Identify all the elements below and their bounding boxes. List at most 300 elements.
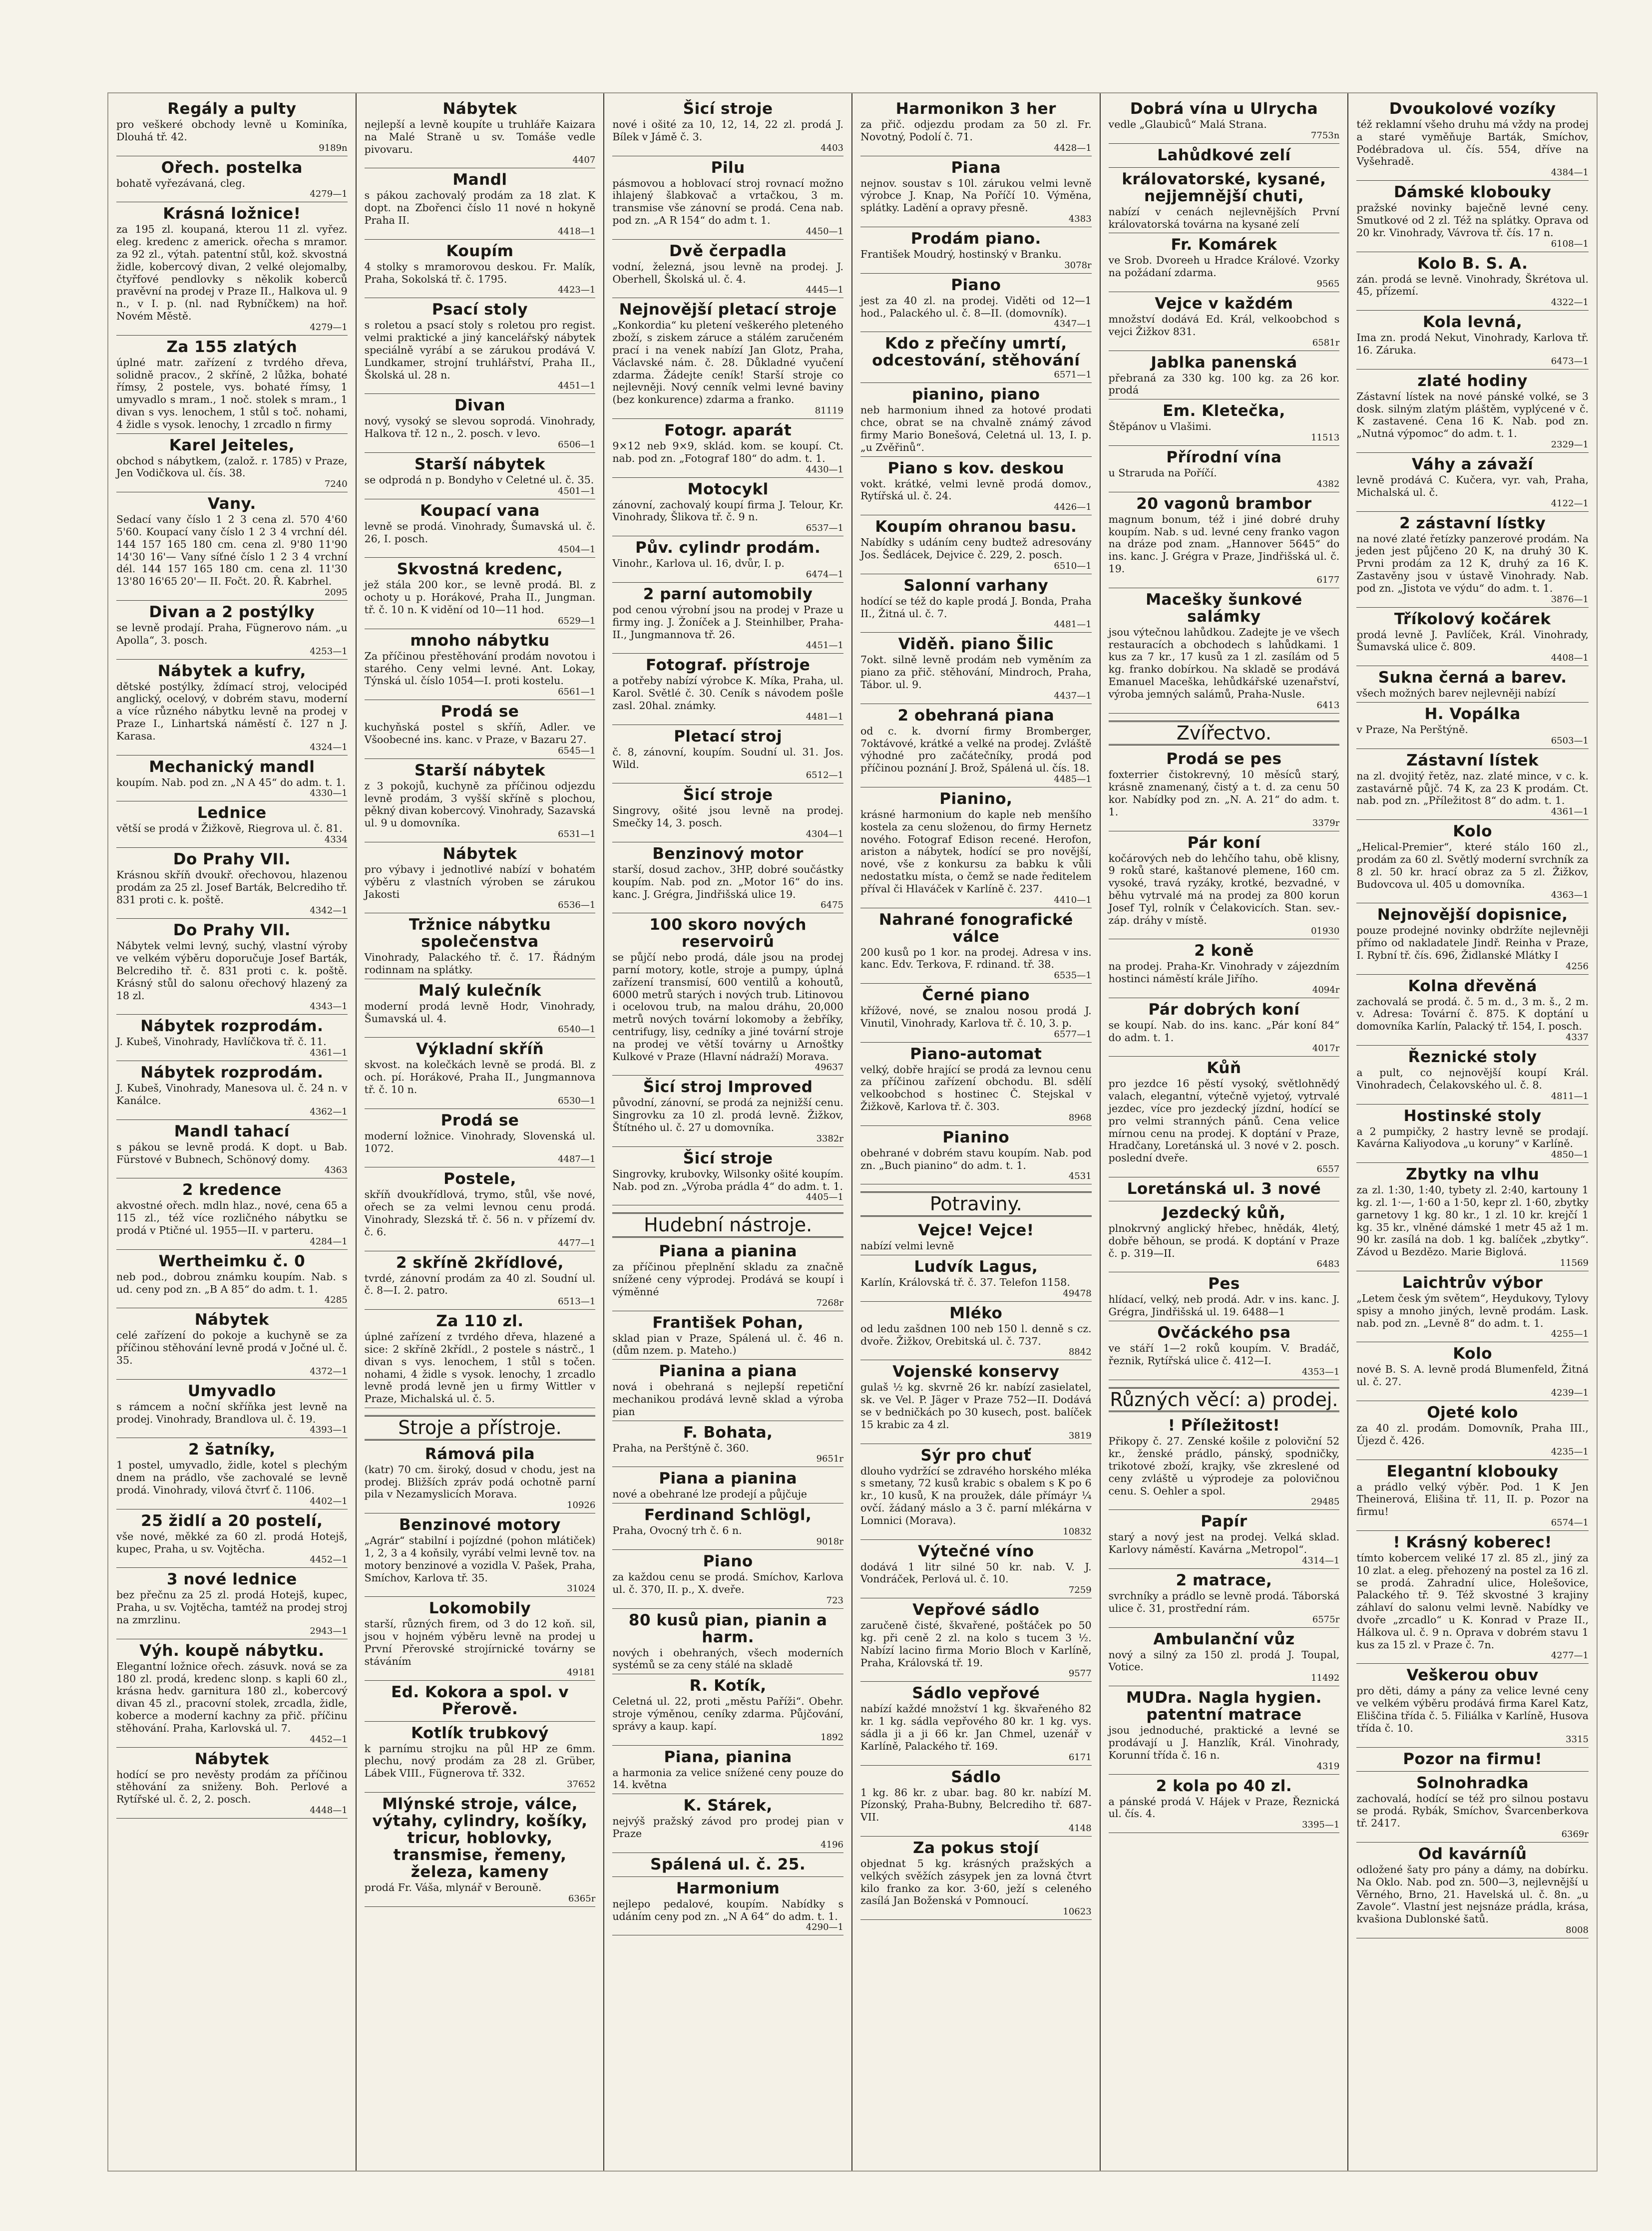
ad-text: přebraná za 330 kg. 100 kg. za 26 kor. prodá [1108, 372, 1340, 396]
ad-code: 9189n [319, 142, 348, 153]
ad-title: 2 kredence [182, 1181, 282, 1199]
ad-text: všech možných barev nejlevněji nabízí [1356, 687, 1556, 700]
ad-code: 6531—1 [558, 828, 596, 839]
classified-ad [612, 100, 843, 156]
classified-ad [1356, 1166, 1589, 1271]
ad-code: 10832 [1063, 1526, 1092, 1537]
classified-ad [1356, 515, 1589, 608]
ad-title: Macešky šunkové salámky [1146, 590, 1302, 626]
ad-text: „Agrár“ stabilní i pojízdné (pohon mlátiček) 1, 2, 3 a 4 koňsily, vyrábí velmi levně tov. na motory benzinové a vozidla V. Pašek, Praha, Smíchov, Karlova tř. 35. [364, 1534, 596, 1584]
classified-ad [1356, 1667, 1589, 1747]
classified-ad [860, 636, 1092, 704]
classified-ad [860, 100, 1092, 156]
ad-title: Dvě čerpadla [669, 242, 787, 260]
classified-ad [116, 804, 348, 848]
ad-code: 6574—1 [1551, 1517, 1589, 1528]
ad-title: Pletací stroj [674, 727, 783, 745]
ad-text: též reklamní všeho druhu má vždy na prodej a staré vyměňuje Barták, Smíchov, Podébradova ul. čís. 554, dříve na Vyšehradě. [1356, 118, 1589, 168]
classified-ad [860, 1543, 1092, 1599]
classified-ad [365, 916, 596, 979]
ad-text: č. 8, zánovní, koupím. Soudní ul. 31. Jos. Wild. [612, 745, 843, 770]
ad-text: moderní prodá levně Hodr, Vinohrady, Šumavská ul. 4. [364, 1000, 596, 1025]
ad-text: pouze prodejné novinky obdržíte nejlevněji přímo od nakladatele Jindř. Reinha v Praze, I. Rybní tř. čís. 696, Židlanské Mlátky I [1356, 924, 1589, 961]
ad-title: Šicí stroje [683, 786, 773, 804]
classified-ad [1109, 1180, 1340, 1201]
ad-code: 6530—1 [558, 1095, 596, 1106]
classified-ad [612, 539, 843, 583]
classified-ad [1109, 1689, 1340, 1774]
ad-title: Černé piano [922, 986, 1030, 1005]
classified-ad [116, 1441, 348, 1509]
ad-title: K. Stárek, [683, 1797, 773, 1815]
ad-title: Lednice [197, 804, 267, 822]
ad-text: nové i ošité za 10, 12, 14, 22 zl. prodá J. Bílek v Jámě č. 3. [612, 118, 843, 143]
ad-code: 4347—1 [1054, 319, 1092, 330]
ad-text: množství dodává Ed. Král, velkoobchod s vejci Žižkov 831. [1108, 313, 1340, 338]
classified-ad [1356, 1463, 1589, 1531]
ad-title: Jablka panenská [1151, 353, 1297, 372]
ad-title: Regály a pulty [167, 100, 297, 118]
classified-ad [612, 1880, 843, 1936]
classified-ad [116, 1571, 348, 1639]
ad-title: Šicí stroje [683, 1149, 773, 1167]
ad-code: 4450—1 [806, 226, 843, 237]
classified-ad [365, 397, 596, 453]
ad-text: jež stála 200 kor., se levně prodá. Bl. z ochoty u p. Horákové, Praha II., Jungman. tř. č. 10 n. K vidění od 10—11 hod. [364, 579, 596, 616]
classified-ad [860, 1447, 1092, 1540]
ad-code: 3379r [1312, 817, 1340, 828]
ad-code: 6536—1 [558, 900, 596, 911]
ad-title: H. Vopálka [1424, 705, 1521, 723]
classified-ad [860, 707, 1092, 787]
ad-title: Piano s kov. deskou [887, 459, 1064, 477]
ad-title: Dobrá vína u Ulrycha [1130, 100, 1318, 118]
ad-title: Pes [1208, 1275, 1240, 1293]
ad-text: pod cenou výrobní jsou na prodej v Praze u firmy ing. J. Žoníček a J. Steinhilber, Praha-II., Jungmannova tř. 26. [612, 603, 843, 641]
ad-code: 2095 [324, 587, 348, 598]
ad-text: z 3 pokojů, kuchyně za příčinou odjezdu levně prodám, 3 vyšší skříně s plochou, pěkný divan kobercový. Vinohrady, Sazavská ul. 9 u domovníka. [364, 779, 596, 829]
ad-code: 4334 [324, 834, 348, 845]
ad-code: 6108—1 [1551, 238, 1589, 249]
ad-title: Psací stoly [431, 301, 528, 319]
classified-ad [860, 277, 1092, 333]
classified-ad [365, 982, 596, 1038]
classified-ad [1109, 1778, 1340, 1834]
ad-code: 4337 [1566, 1032, 1589, 1043]
ad-code: 4501—1 [558, 485, 596, 496]
ad-title: Kolna dřevěná [1408, 977, 1537, 995]
ad-text: pásmovou a hoblovací stroj rovnací možno ihlajený šlabkovač a vrtačkou, 3 m. transmise vše zánovní se prodá. Cena nab. pod zn. „A R 154“ do adm t. 1. [612, 177, 843, 226]
ad-text: pro veškeré obchody levně u Kominíka, Dlouhá tř. 42. [116, 118, 348, 143]
ad-title: Papír [1201, 1512, 1247, 1531]
ad-text: pro jezdce 16 pěstí vysoký, světlohnědý valach, elegantní, výtečně vyjetoý, vytrvalé jezdec, více pro jezdecký jízdní, hodící se pro velmi stranných pánů. Cena velice mírnou cenu na prodej. K doptání v Praze, Hradčany, Loretánská ul. 3 nové v 2. posch. poslední dveře. [1108, 1078, 1340, 1164]
ad-code: 4361—1 [310, 1048, 348, 1059]
ad-code: 6535—1 [1054, 970, 1092, 981]
classified-ad [612, 422, 843, 478]
ad-text: „Helical-Premier“, které stálo 160 zl., prodám za 60 zl. Světlý moderní svrchník za 8 zl. 50 kr. hrací obraz za 5 zl. Žižkov, Budovcova ul. 405 u domovníka. [1356, 841, 1589, 890]
ad-title: Umyvadlo [187, 1382, 276, 1400]
ad-code: 4343—1 [310, 1001, 348, 1012]
classified-ad [860, 1685, 1092, 1765]
ad-code: 9577 [1068, 1668, 1092, 1679]
ad-title: Viděň. piano Šilic [898, 635, 1054, 654]
ad-text: bez přečnu za 25 zl. prodá Hotejš, kupec, Praha, u sv. Vojtěcha, tamtéž na prodej stroj na zmrzlinu. [116, 1589, 348, 1626]
ad-code: 4437—1 [1054, 690, 1092, 701]
ad-text: nový a silný za 150 zl. prodá J. Toupal, Votice. [1108, 1648, 1340, 1673]
ad-code: 10926 [567, 1500, 596, 1511]
ad-code: 4430—1 [806, 464, 843, 475]
ad-code: 4481—1 [1054, 619, 1092, 630]
ad-text: tvrdé, zánovní prodám za 40 zl. Soudní ul. č. 8—I. 2. patro. [364, 1272, 596, 1297]
ad-title: Laichtrův výbor [1402, 1274, 1543, 1292]
ad-code: 6474—1 [806, 569, 843, 580]
ad-code: 4122—1 [1551, 498, 1589, 509]
ad-title: Solnohradka [1416, 1774, 1529, 1792]
ad-text: za každou cenu se prodá. Smíchov, Karlova ul. č. 370, II. p., X. dveře. [612, 1571, 843, 1595]
ad-text: nejlepo pedalové, koupím. Nabídky s udáním ceny pod zn. „N A 64“ do adm. t. 1. [612, 1897, 843, 1922]
ad-text: svrchníky a prádlo se levně prodá. Táborská ulice č. 31, prostřední rám. [1108, 1590, 1340, 1614]
ad-title: Kolo [1453, 822, 1492, 841]
classified-ad [1109, 1513, 1340, 1569]
classified-ad [1356, 669, 1589, 703]
ad-title: 100 skoro nových reservoirů [649, 916, 807, 951]
ad-title: Piano [703, 1552, 753, 1571]
ad-code: 3315 [1566, 1734, 1589, 1745]
ad-text: Singrovy, ošité jsou levně na prodej. Smečky 14, 3. posch. [612, 804, 843, 829]
ad-text: nejnov. soustav s 10l. zárukou velmi levně výrobce J. Knap, Na Poříčí 10. Výměna, splátky. Ladění a opravy přesně. [860, 177, 1092, 214]
ad-title: Sádlo vepřové [912, 1684, 1040, 1703]
ad-text: původní, zánovní, se prodá za nejnižší cenu. Singrovku za 10 zl. prodá levně. Žižkov, Štítného ul. č. 27 u domovníka. [612, 1097, 843, 1134]
ad-title: Lahůdkové zelí [1157, 146, 1291, 164]
ad-text: nabízí velmi levně [860, 1240, 954, 1252]
classified-ad [1356, 1274, 1589, 1342]
ad-code: 4330—1 [310, 788, 348, 799]
ad-text: se půjčí nebo prodá, dále jsou na prodej parní motory, kotle, stroje a pumpy, úplná zařízení transmisí, 600 ventilů a kohoutů, 6000 metrů starých i nových trub. Litinovou i ocelovou trub, na malou dráhu, 20,000 metrů nových tovární lokomoby a žebříky, centrifugy, lisy, cedníky a jiné tovární stroje na prodej ve větší továrny u Arnoštky Kulkové v Praze (Hlavní nádraží) Morava. [612, 951, 843, 1063]
ad-title: Benzinové motory [399, 1516, 561, 1534]
classified-ad [1356, 1049, 1589, 1105]
ad-title: Pozor na firmu! [1403, 1750, 1542, 1768]
ad-text: levně prodává C. Kučera, vyr. vah, Praha, Michalská ul. č. [1356, 473, 1589, 498]
ad-code: 8968 [1068, 1112, 1092, 1123]
ad-text: s rámcem a noční skříňka jest levně na prodej. Vinohrady, Brandlova ul. č. 19. [116, 1400, 348, 1425]
ad-code: 2943—1 [310, 1625, 348, 1636]
ad-text: se odprodá n p. Bondyho v Celetné ul. č. 35. [364, 473, 594, 486]
classified-ad [365, 100, 596, 168]
ad-title: Prodám piano. [910, 229, 1041, 248]
ad-title: Starší nábytek [414, 761, 546, 779]
classified-ad [612, 728, 843, 784]
section-heading: Různých věcí: a) prodej. [1109, 1387, 1340, 1413]
classified-ad [1109, 1324, 1340, 1380]
ad-text: nové a obehrané lze prodejí a půjčuje [612, 1488, 808, 1500]
ad-title: Elegantní klobouky [1386, 1462, 1559, 1481]
ad-text: skvost. na kolečkách levně se prodá. Bl. z och. pí. Horákové, Praha II., Jungmannova tř. č. 10 n. [364, 1059, 596, 1096]
classified-ad [1109, 295, 1340, 351]
ad-code: 4384—1 [1551, 167, 1589, 178]
ad-text: J. Kubeš, Vinohrady, Manesova ul. č. 24 n. v Kanálce. [116, 1082, 348, 1107]
ad-title: Divan [454, 396, 506, 415]
ad-code: 4148 [1068, 1823, 1092, 1834]
ad-code: 11513 [1311, 432, 1340, 443]
classified-ad [1109, 942, 1340, 998]
ad-text: úplné zařízení z tvrdého dřeva, hlazené a sice: 2 skříně 2křídl., 2 postele s nástrč., 1 divan s vys. lenochem, 1 stůl s točen. nohami, 4 židle s vysok. lenochy, 1 zrcadlo levně prodá levně jen u firmy Wittler v Praze, Michalská ul. č. 5. [364, 1331, 596, 1405]
classified-ad [116, 758, 348, 802]
newspaper-page [107, 92, 1598, 2172]
ad-text: dodává 1 litr silné 50 kr. nab. V. J. Vondráček, Perlová ul. č. 10. [860, 1560, 1092, 1585]
ad-text: neb harmonium ihned za hotové prodati chce, obrat se na chvalně známý závod firmy Mario Bonešová, Celetná ul. 13, I. p. „u Zvěřinů“. [860, 404, 1092, 453]
ad-text: nejvýš pražský závod pro prodej pian v Praze [612, 1815, 843, 1840]
ad-text: velký, dobře hrající se prodá za levnou cenu za příčinou zařízení obchodu. Bl. sdělí velkoobchod s hostinec Č. Stejskal v Žižkově, Karlova tř. č. 303. [860, 1063, 1092, 1113]
ad-title: Mandl tahací [174, 1122, 290, 1140]
ad-text: jsou jednoduché, praktické a levné se prodávají u J. Hanzlík, Král. Vinohrady, Korunní třída č. 16 n. [1108, 1724, 1340, 1761]
ad-code: 4428—1 [1054, 142, 1092, 153]
classified-ad [860, 577, 1092, 633]
ad-text: na zl. dvojitý řetěz, naz. zlaté mince, v c. k. zastavárně půjč. 74 K, za 23 K prodám. Ct. nab. pod zn. „Příležitost 8“ do adm. t. 1. [1356, 769, 1589, 807]
ad-title: Piana a pianina [659, 1242, 797, 1261]
classified-ad [365, 1600, 596, 1680]
ad-title: Fotogr. aparát [664, 421, 792, 439]
ad-text: za přič. odjezdu prodam za 50 zl. Fr. Novotný, Podolí č. 71. [860, 118, 1092, 143]
ad-title: Koupím [446, 242, 514, 260]
classified-ad [116, 1751, 348, 1819]
ad-text: „Letem česk ým světem“, Heydukovy, Tylovy spisy a mnoho jiných, levně prodám. Lask. nab. pod zn. „Levně 8“ do adm. t. 1. [1356, 1292, 1589, 1329]
ad-text: na prodej. Praha-Kr. Vinohrady v zájezdním hostinci náměstí krále Jiřího. [1108, 960, 1340, 985]
classified-ad [612, 1553, 843, 1609]
ad-title: Kola levná, [1423, 313, 1523, 332]
ad-code: 4279—1 [310, 189, 348, 200]
classified-ad [1109, 449, 1340, 492]
classified-ad [1109, 1275, 1340, 1321]
ad-text: Vinohr., Karlova ul. 16, dvůr, I. p. [612, 557, 785, 570]
ad-title: 3 nové lednice [166, 1570, 297, 1589]
classified-ad [1356, 184, 1589, 252]
ad-code: 49637 [815, 1062, 843, 1073]
ad-title: Vojenské konservy [892, 1363, 1060, 1381]
ad-code: 4094r [1312, 984, 1340, 995]
ad-code: 4284—1 [310, 1236, 348, 1247]
ad-code: 4487—1 [558, 1154, 596, 1165]
ad-code: 4363—1 [1551, 890, 1589, 901]
ad-text: jest za 40 zl. na prodej. Viděti od 12—1 hod., Palackého ul. č. 8—II. (domovník). [860, 294, 1092, 319]
classified-ad [612, 845, 843, 913]
ad-title: Rámová pila [424, 1445, 535, 1463]
ad-code: 4402—1 [310, 1495, 348, 1506]
classified-ad [860, 386, 1092, 456]
ad-code: 4322—1 [1551, 297, 1589, 308]
ad-title: Salonní varhany [903, 576, 1049, 595]
ad-title: Nábytek rozprodám. [140, 1064, 324, 1082]
ad-text: gulaš ½ kg. skvrně 26 kr. nabízí zasielatel, sk. ve Vel. P. Jäger v Praze 752—II. Dodává se v bedničkách po 30 kusech, post. balíček 15 krabic za 4 zl. [860, 1381, 1092, 1431]
ad-code: 9565 [1316, 278, 1340, 289]
ad-text: ve Srob. Dvoreeh u Hradce Králové. Vzorky na požádaní zdarma. [1108, 254, 1340, 279]
ad-text: (katr) 70 cm. široký, dosud v chodu, jest na prodej. Bližších zpráv podá ochotně parní pila v Nezamyslicích Morava. [364, 1463, 596, 1500]
ad-title: Wertheimku č. 0 [158, 1252, 306, 1270]
classified-columns [108, 93, 1597, 2171]
ad-text: za 195 zl. koupaná, kterou 11 zl. vyřez. eleg. kredenc z americk. ořecha s mramor. za 92 zl., výtah. patentní stůl, kož. skvostná židle, kobercový divan, 2 velké olejomalby, čtyřfové pendlovky s několik koberců pravěvní na prodej v Praze II., Halkova ul. 9 n., v I. p. (nl. nad Rybníčkem) na hoř. Novém Městě. [116, 223, 348, 322]
ad-title: 2 skříně 2křídlové, [396, 1253, 564, 1272]
classified-ad [365, 171, 596, 239]
ad-title: Postele, [443, 1170, 516, 1188]
classified-ad [612, 1243, 843, 1311]
ad-text: Ima zn. prodá Nekut, Vinohrady, Karlova tř. 16. Záruka. [1356, 332, 1589, 356]
classified-ad [612, 916, 843, 1076]
ad-text: vodní, železná, jsou levně na prodej. J. Oberhell, Školská ul. č. 4. [612, 260, 843, 285]
ad-code: 01930 [1311, 926, 1340, 937]
classified-ad [365, 1516, 596, 1597]
ad-title: Šicí stroj Improved [643, 1078, 813, 1097]
ad-code: 6171 [1068, 1752, 1092, 1763]
classified-ad [612, 301, 843, 419]
classified-ad [1356, 1534, 1589, 1664]
ad-text: bohatě vyřezávaná, cleg. [116, 177, 245, 189]
classified-ad [1109, 236, 1340, 292]
classified-ad [1356, 456, 1589, 512]
ad-title: 25 židlí a 20 postelí, [141, 1511, 323, 1530]
ad-code: 4452—1 [310, 1554, 348, 1565]
ad-code: 6483 [1316, 1259, 1340, 1270]
ad-title: Nejnovější pletací stroje [619, 301, 837, 319]
ad-title: královatorské, kysané, nejjemnější chuti, [1122, 170, 1326, 205]
ad-title: Kotlík trubkový [411, 1724, 549, 1742]
ad-text: za příčinou přeplnění skladu za značně snížené ceny výprodej. Prodává se koupí i výměnné [612, 1261, 843, 1298]
classified-ad [1356, 906, 1589, 974]
classified-ad [1109, 834, 1340, 940]
ad-title: Malý kulečník [418, 981, 541, 1000]
ad-title: Mléko [949, 1304, 1003, 1322]
ad-text: s roletou a psací stoly s roletou pro regist. velmi praktické a jiný kancelářský nábytek speciálně vyrábí a se zárukou prodává V. Lundkamer, strojní truhlářství, Praha II., Školská ul. 28 n. [364, 319, 596, 381]
ad-code: 6365r [568, 1893, 596, 1904]
ad-title: Veškerou obuv [1406, 1666, 1539, 1685]
ad-code: 7268r [816, 1297, 843, 1308]
ad-text: nabízí každé množství 1 kg. škvařeného 82 kr. 1 kg. sádla vepřového 80 kr. 1 kg. vys. sádla ji a ji 66 kr. Jan Chmel, uzenář v Karlíně, Palackého tř. 169. [860, 1703, 1092, 1752]
classified-ad [612, 657, 843, 725]
ad-code: 4382 [1316, 478, 1340, 489]
ad-code: 4285 [324, 1295, 348, 1306]
ad-title: 2 kola po 40 zl. [1156, 1777, 1292, 1795]
ad-title: Za 155 zlatých [166, 338, 298, 356]
classified-ad [116, 100, 348, 156]
ad-title: 2 parní automobily [643, 585, 813, 603]
ad-code: 6413 [1316, 700, 1340, 711]
ad-title: Do Prahy VII. [173, 850, 291, 869]
ad-title: Zástavní lístek [1406, 751, 1539, 769]
ad-text: skříň dvoukřídlová, trymo, stůl, vše nové, ořech se za velmi levnou cenu prodá. Vinohrady, Slezská tř. č. 56 n. v přízemí dv. č. 6. [364, 1188, 596, 1238]
ad-text: „Konkordia“ ku pletení veškerého pleteného zboží, s ziskem záruce a stálém zaručeném prací i na venek nabízí Jan Glotz, Praha, Václavské nám. č. 28. Důkladné vyučení zdarma. Žádejte ceník! Starší stroje co nejlevněji. Nový cenník velmi levné baviny (bez konkurence) zdarma a franko. [612, 319, 843, 406]
ad-text: 200 kusů po 1 kor. na prodej. Adresa v ins. kanc. Edv. Terkova, F. rdinand. tř. 38. [860, 946, 1092, 971]
ad-text: Praha, na Perštýně č. 360. [612, 1442, 749, 1454]
ad-title: Prodá se [440, 1111, 519, 1129]
ad-title: Sádlo [951, 1768, 1001, 1786]
ad-code: 4485—1 [1054, 773, 1092, 784]
ad-title: Sukna černá a barev. [1378, 669, 1567, 687]
ad-code: 6581r [1312, 337, 1340, 348]
ad-text: prodá Fr. Váša, mlynář v Berouně. [364, 1881, 542, 1893]
ad-text: s pákou zachovalý prodám za 18 zlat. K dopt. na Zbořenci číslo 11 nové n hokyně Praha II. [364, 189, 596, 226]
ad-text: ve stáří 1—2 roků koupím. V. Bradáč, řeznik, Rytířská ulice č. 412—I. [1108, 1342, 1340, 1367]
ad-title: Harmonikon 3 her [895, 100, 1056, 118]
ad-title: Dvoukolové vozíky [1389, 100, 1556, 118]
ad-text: se levně prodají. Praha, Fügnerovo nám. „u Apolla“, 3. posch. [116, 621, 348, 646]
classified-ad [1356, 1108, 1589, 1163]
ad-text: 1 postel, umyvadlo, židle, kotel s plechým dnem na prádlo, vše zachovalé se levně prodá. Vinohrady, vilová čtvrť č. 1106. [116, 1459, 348, 1496]
section-heading: Zvířectvo. [1109, 721, 1340, 746]
ad-text: nejlepší a levně koupíte u truhláře Kaizara na Malé Straně u sv. Tomáše vedle pivovaru. [364, 118, 596, 155]
ad-text: Praha, Ovocný trh č. 6 n. [612, 1524, 742, 1537]
ad-text: zachovalá, hodící se též pro silnou postavu se prodá. Rybák, Smíchov, Švarcenberkova tř. 2417. [1356, 1792, 1589, 1830]
ad-text: vše nové, měkké za 60 zl. prodá Hotejš, kupec, Praha, u sv. Vojtěcha. [116, 1530, 348, 1555]
ad-code: 6513—1 [558, 1296, 596, 1307]
classified-ad [612, 1612, 843, 1675]
ad-text: Celetná ul. 22, proti „městu Paříži“. Obehr. stroje výměnou, ceníky zdarma. Půjčování, správy a kaup. kapí. [612, 1695, 843, 1732]
classified-ad [116, 1512, 348, 1568]
classified-ad [365, 243, 596, 299]
ad-text: nabízí v cenách nejlevnějších První královatorská továrna na kysané zelí [1108, 205, 1340, 230]
ad-text: se koupí. Nab. do ins. kanc. „Pár koní 84“ do adm. t. 1. [1108, 1019, 1340, 1044]
ad-title: Prodá se [440, 703, 519, 721]
ad-title: Vejce! Vejce! [918, 1221, 1034, 1240]
classified-ad [365, 1254, 596, 1310]
ad-code: 4403 [821, 142, 843, 153]
ad-text: dlouho vydržící se zdravého horského mléka s smetany, 72 kusů krabic s obalem s K po 6 kr., 10 kusů, K na proužek, dále přímáyr ¼ ovčí. žádaný máslo a 3 č. parní mlékárna v Lomnici (Morava). [860, 1465, 1092, 1526]
ad-title: 20 vagonů brambor [1136, 494, 1312, 513]
ad-text: hlídací, velký, neb prodá. Adr. v ins. kanc. J. Grégra, Jindřišská ul. 19. 6488—1 [1108, 1293, 1340, 1318]
ad-text: jsou výtečnou lahůdkou. Zadejte je ve všech restauracích a obchodech s lahůdkami. 1 kus za 7 kr., 17 kusů za 1 zl. zasílám od 5 kg. franko dobírkou. Na skladě se prodává Emanuel Maceška, lehůdkářské uzenařství, výroba jemných salámů, Praha-Nusle. [1108, 626, 1340, 700]
ad-title: Sýr pro chuť [920, 1446, 1032, 1465]
ad-code: 6557 [1316, 1164, 1340, 1175]
classified-ad [116, 1311, 348, 1379]
ad-code: 2329—1 [1551, 439, 1589, 450]
ad-code: 4407 [572, 155, 596, 166]
ad-code: 6510—1 [1054, 560, 1092, 571]
ad-title: Hostinské stoly [1403, 1107, 1542, 1125]
ad-code: 6503—1 [1551, 735, 1589, 746]
ad-text: Krásnou skříň dvoukř. ořechovou, hlazenou prodám za 25 zl. Josef Barták, Belcredihо tř. 831 proti c. k. pоště. [116, 869, 348, 906]
column-2 [357, 93, 605, 2171]
ad-title: Za pokus stojí [913, 1839, 1039, 1857]
ad-text: Nábytek velmi levný, suchý, vlastní výroby ve velkém výběru doporučuje Josef Barták, Belcrediho tř. č. 831 proti c. k. poště. Krásný stůl do salonu ořechový hlazený za 18 zl. [116, 940, 348, 1002]
ad-text: Přikopy č. 27. Zenské košile z poloviční 52 kr., ženské prádlo, pánský, spodničky, trikotové zboží, krajky, vše zkreslené od ceny zvláště u výprodeje za polovičnou cenu. S. Oehler a spol. [1108, 1435, 1340, 1497]
ad-text: nový, vysoký se slevou soprodá. Vinohrady, Halkova tř. 12 n., 2. posch. v levo. [364, 415, 596, 440]
ad-text: úplné matr. zařízení z tvrdého dřeva, solidně pracov., 2 skříně, 2 lůžka, bohaté římsy, 2 postele, vys. bohaté římsy, 1 umyvadlo s mram., 1 noč. stolek s mram., 1 divan s vys. lenochem, 1 stůl s toč. nohami, 4 židle s vysok. lenochy, 1 zrcadlo n firmy [116, 356, 348, 430]
ad-code: 3395—1 [1302, 1820, 1340, 1831]
ad-text: křížové, nové, se znalou nosou prodá J. Vinutil, Vinohrady, Karlova tř. č. 10, 3. p. [860, 1005, 1092, 1029]
ad-code: 4383 [1068, 213, 1092, 224]
ad-text: magnum bonum, též i jiné dobré druhy koupím. Nab. s ud. levné ceny franko vagon na dráze pod znam. „Hannover 5645“ do ins. kanc. J. Grégra v Praze, Jindřišská ul. č. 19. [1108, 513, 1340, 575]
ad-title: ! Příležitost! [1168, 1417, 1280, 1435]
ad-title: Piano [951, 276, 1001, 294]
ad-text: koupím. Nab. pod zn. „N A 45“ do adm. t. 1. [116, 776, 346, 788]
classified-ad [1109, 171, 1340, 234]
ad-code: 4452—1 [310, 1734, 348, 1745]
ad-title: Piana, pianina [664, 1748, 792, 1766]
ad-text: plnokrvný anglický hřebec, hnědák, 4letý, dobře běhoun, se prodá. K doptání v Praze č. p. 319—II. [1108, 1222, 1340, 1259]
ad-title: Ovčáckého psa [1157, 1324, 1291, 1342]
ad-code: 4319 [1316, 1761, 1340, 1772]
ad-text: krásné harmonium do kaple neb menšího kostela za cenu složenou, do firmy Hernetz nového. Fotograf Edison recené. Herofon, ariston a nábytek, hodící se pro novější, nové, vše z konkursu za babku k vůli nedostatku místa, o čemž se nade ředitelem příval či Hlaváček v Karlíně č. 237. [860, 808, 1092, 895]
ad-text: s pákou se levně prodá. K dopt. u Bab. Fürstové v Bubnech, Schönový domy. [116, 1140, 348, 1165]
ad-title: 2 koně [1194, 942, 1254, 960]
ad-title: Nábytek rozprodám. [140, 1017, 324, 1036]
ad-code: 7240 [324, 479, 348, 490]
ad-code: 6512—1 [806, 770, 843, 781]
ad-title: Řeznické stoly [1408, 1048, 1537, 1067]
ad-text: starší, dosud zachov., 3HP, dobré součástky koupím. Nab. pod zn. „Motor 16“ do ins. kanc. J. Grégra, Jindřišská ulice 19. [612, 863, 843, 900]
ad-code: 31024 [567, 1583, 596, 1594]
classified-ad [860, 460, 1092, 516]
classified-ad [860, 1601, 1092, 1682]
classified-ad [1356, 1751, 1589, 1772]
ad-code: 6575r [1312, 1614, 1340, 1625]
